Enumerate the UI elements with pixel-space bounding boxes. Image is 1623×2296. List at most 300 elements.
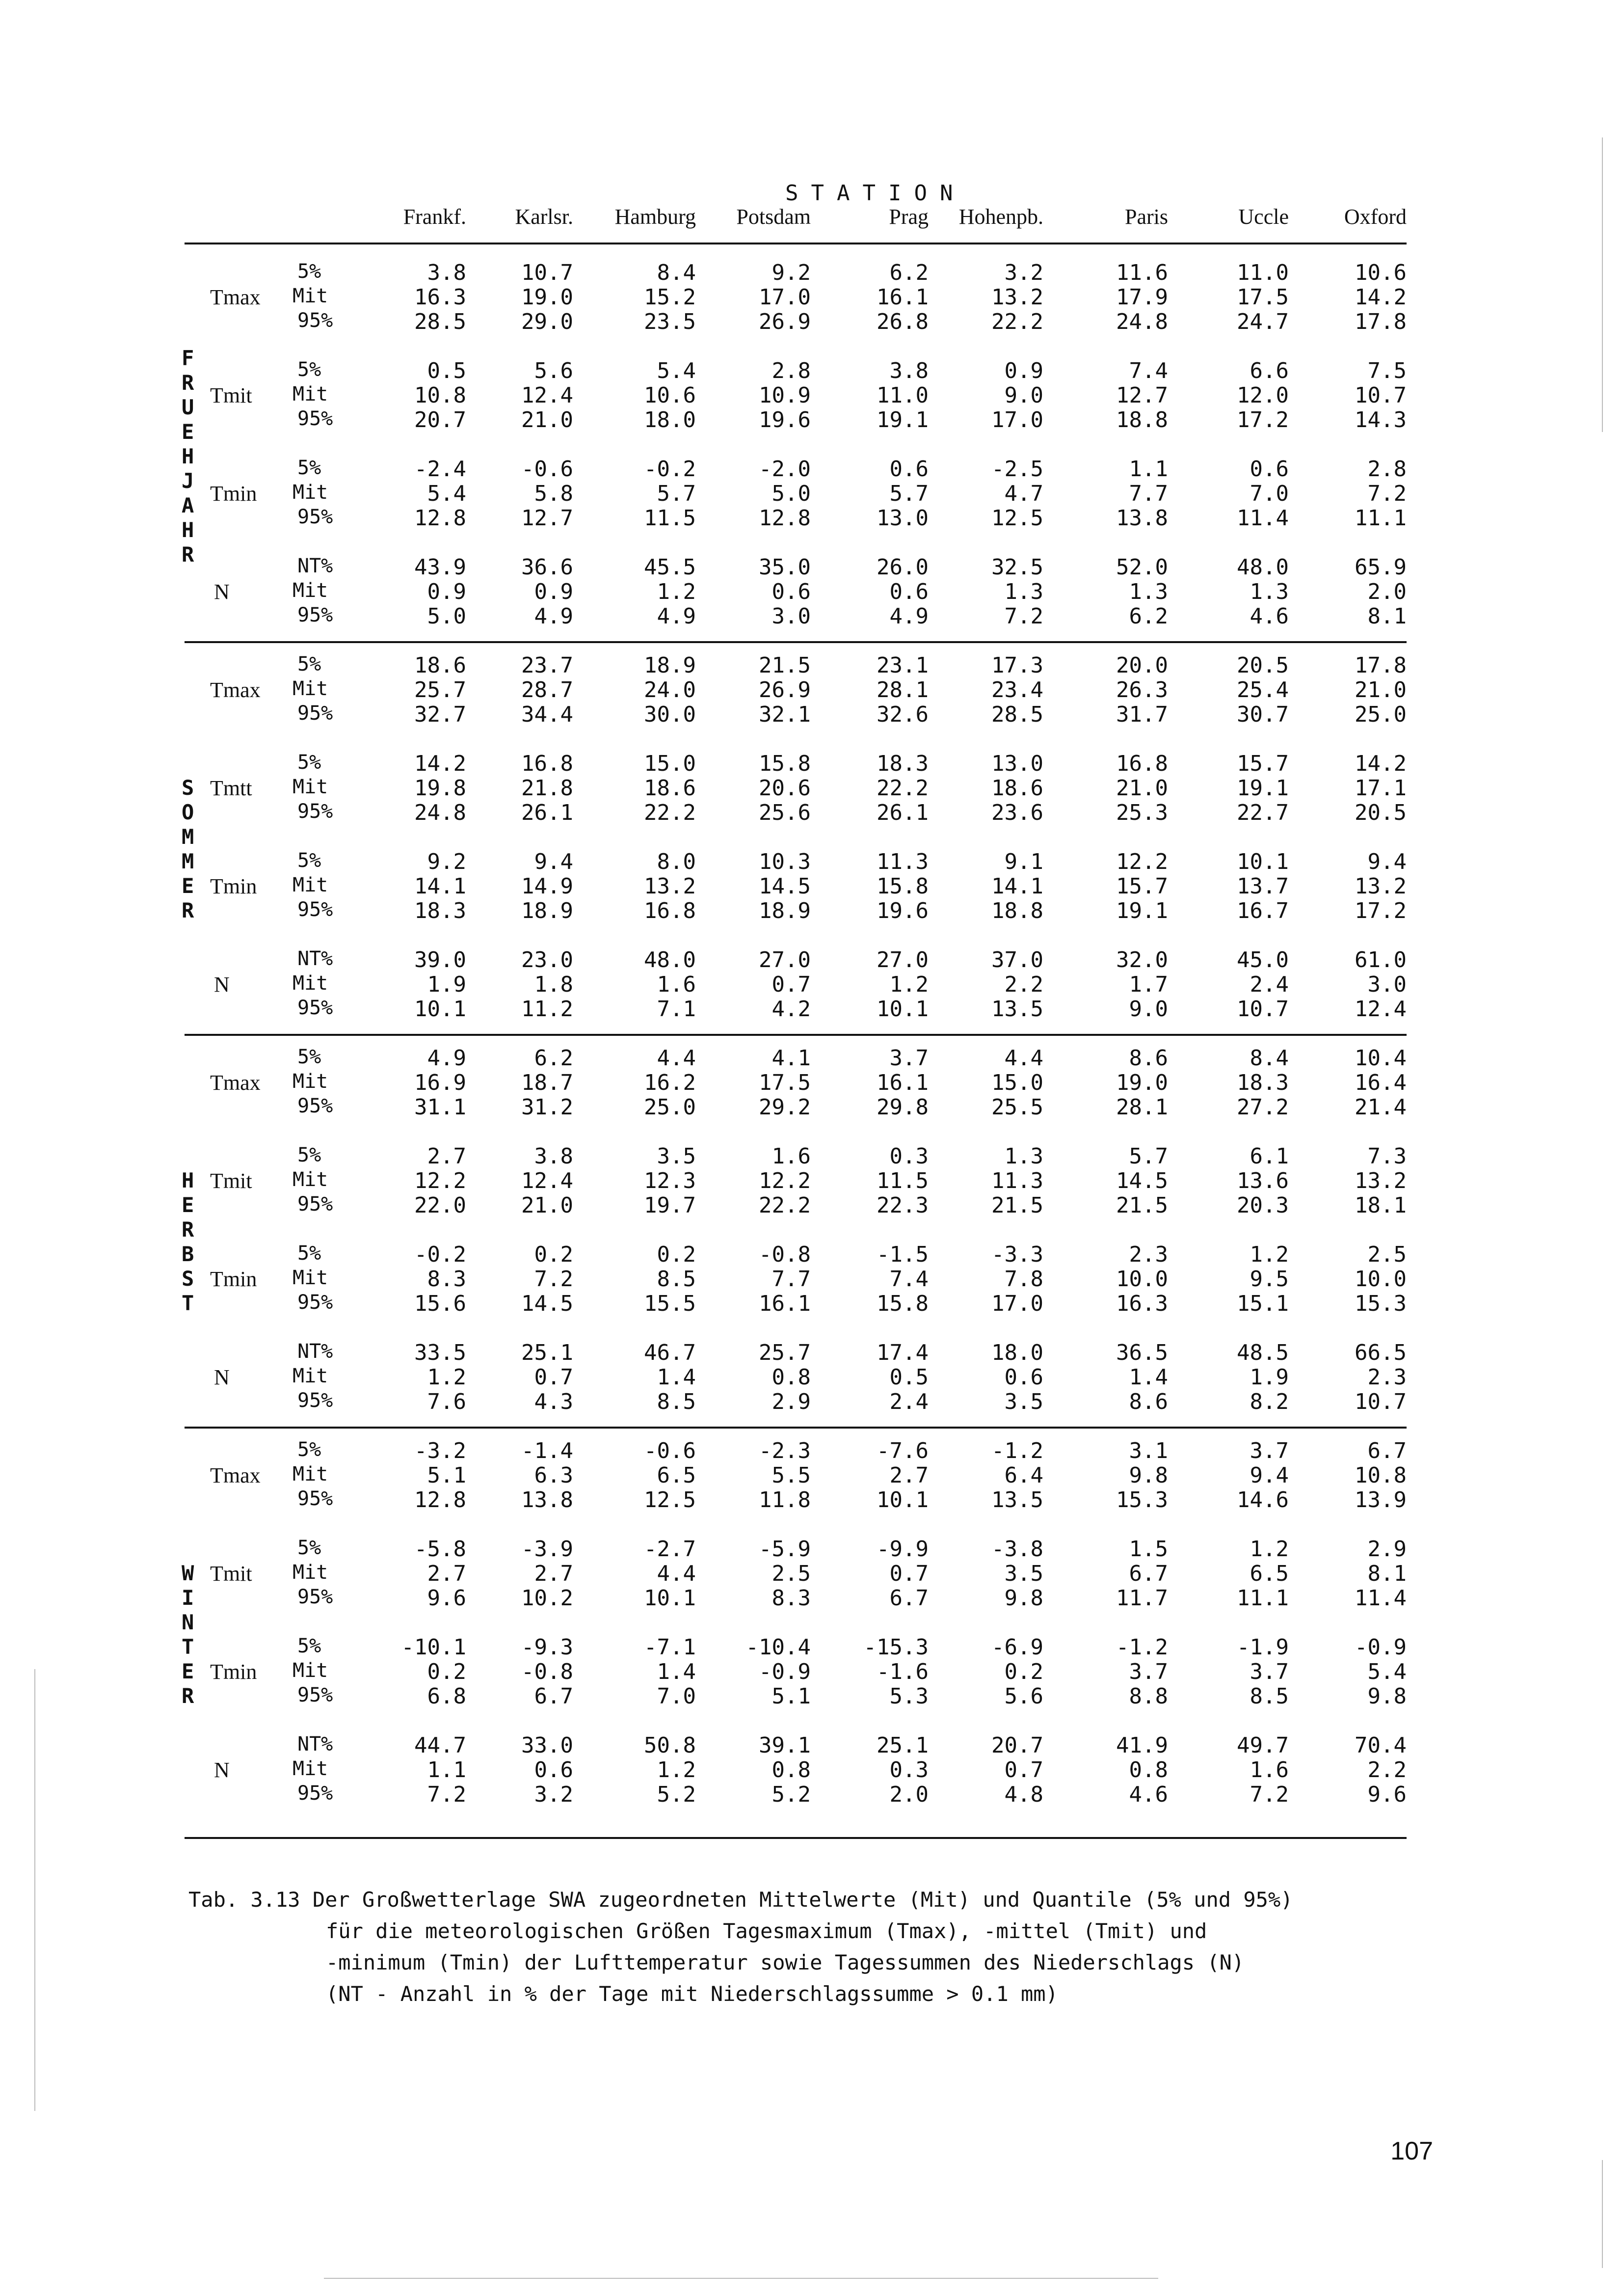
- table-cell: 7.7: [772, 1267, 811, 1292]
- parameter-label: Tmax: [210, 285, 261, 309]
- table-cell: 10.6: [644, 383, 696, 408]
- table-cell: 12.2: [1116, 849, 1168, 874]
- table-cell: 12.5: [644, 1487, 696, 1513]
- season-letter: T: [182, 1635, 194, 1659]
- table-cell: -0.9: [1355, 1635, 1407, 1660]
- table-cell: 11.1: [1355, 506, 1407, 531]
- table-cell: 11.8: [759, 1487, 811, 1513]
- table-cell: -7.6: [877, 1438, 929, 1463]
- table-cell: 0.9: [534, 579, 573, 604]
- table-cell: 10.4: [1355, 1046, 1407, 1071]
- table-cell: 1.3: [1129, 579, 1168, 604]
- table-cell: 26.3: [1116, 677, 1168, 702]
- table-cell: 1.4: [1129, 1365, 1168, 1390]
- table-cell: 1.2: [889, 972, 929, 997]
- season-letter: R: [182, 1684, 194, 1708]
- table-cell: 0.8: [772, 1365, 811, 1390]
- table-cell: 6.7: [534, 1684, 573, 1709]
- table-cell: 11.0: [1237, 260, 1289, 285]
- table-cell: 9.1: [1004, 849, 1043, 874]
- table-cell: 36.5: [1116, 1340, 1168, 1365]
- table-cell: 5.1: [427, 1463, 466, 1488]
- table-cell: 12.4: [521, 1168, 573, 1193]
- table-cell: 9.0: [1129, 997, 1168, 1022]
- station-header: Potsdam: [736, 205, 811, 229]
- table-cell: -0.6: [644, 1438, 696, 1463]
- table-cell: 12.7: [521, 506, 573, 531]
- table-cell: 2.3: [1129, 1242, 1168, 1267]
- right-margin-mark: [1602, 137, 1603, 432]
- season-letter: A: [182, 493, 194, 517]
- season-letter: J: [182, 469, 194, 493]
- season-divider: [185, 641, 1407, 643]
- table-cell: 13.2: [991, 285, 1043, 310]
- table-cell: 32.1: [759, 702, 811, 727]
- table-cell: 10.7: [1355, 1389, 1407, 1414]
- table-cell: 4.9: [534, 604, 573, 629]
- table-cell: 28.7: [521, 677, 573, 702]
- table-cell: 1.2: [657, 579, 696, 604]
- table-cell: 7.2: [427, 1782, 466, 1807]
- table-cell: 15.8: [759, 751, 811, 776]
- table-cell: 0.9: [1004, 358, 1043, 383]
- table-cell: -9.3: [521, 1635, 573, 1660]
- parameter-label: Tmax: [210, 1071, 261, 1095]
- table-cell: 39.0: [414, 947, 466, 972]
- table-cell: 26.1: [521, 800, 573, 825]
- table-cell: 1.3: [1004, 579, 1043, 604]
- table-cell: 4.9: [657, 604, 696, 629]
- station-header: Uccle: [1238, 205, 1289, 229]
- quantile-label: 95%: [297, 506, 333, 528]
- quantile-label: Mit: [293, 776, 328, 798]
- table-cell: 23.7: [521, 653, 573, 678]
- table-cell: 17.8: [1355, 653, 1407, 678]
- table-cell: 5.0: [772, 481, 811, 506]
- table-cell: 4.7: [1004, 481, 1043, 506]
- table-cell: 15.3: [1355, 1291, 1407, 1316]
- table-cell: 13.2: [1355, 874, 1407, 899]
- quantile-label: Mit: [293, 1561, 328, 1584]
- table-cell: 1.4: [657, 1365, 696, 1390]
- table-cell: 2.7: [427, 1144, 466, 1169]
- table-cell: 16.3: [1116, 1291, 1168, 1316]
- quantile-label: 5%: [297, 358, 321, 381]
- table-cell: 0.5: [427, 358, 466, 383]
- table-cell: 13.9: [1355, 1487, 1407, 1513]
- table-cell: 48.0: [644, 947, 696, 972]
- quantile-label: Mit: [293, 677, 328, 700]
- table-cell: 22.7: [1237, 800, 1289, 825]
- table-cell: 29.0: [521, 309, 573, 334]
- table-cell: 11.5: [644, 506, 696, 531]
- table-cell: 12.8: [414, 506, 466, 531]
- table-cell: 65.9: [1355, 555, 1407, 580]
- table-cell: 49.7: [1237, 1733, 1289, 1758]
- table-cell: 5.4: [427, 481, 466, 506]
- table-cell: 15.8: [877, 1291, 929, 1316]
- table-cell: 26.1: [877, 800, 929, 825]
- table-cell: 4.4: [657, 1561, 696, 1586]
- table-cell: 22.0: [414, 1193, 466, 1218]
- season-letter: R: [182, 371, 194, 395]
- table-cell: 8.5: [1250, 1684, 1289, 1709]
- table-cell: 20.6: [759, 776, 811, 801]
- table-cell: 15.6: [414, 1291, 466, 1316]
- table-cell: 13.0: [991, 751, 1043, 776]
- parameter-label: Tmin: [210, 482, 257, 506]
- table-cell: 2.8: [772, 358, 811, 383]
- quantile-label: Mit: [293, 481, 328, 504]
- table-cell: 23.4: [991, 677, 1043, 702]
- table-cell: 18.0: [644, 407, 696, 432]
- table-cell: 4.9: [427, 1046, 466, 1071]
- table-cell: 8.1: [1367, 604, 1407, 629]
- table-cell: 19.6: [877, 898, 929, 923]
- table-cell: 16.8: [521, 751, 573, 776]
- table-cell: 0.6: [1004, 1365, 1043, 1390]
- table-cell: -1.2: [1116, 1635, 1168, 1660]
- table-cell: 27.2: [1237, 1095, 1289, 1120]
- table-cell: 44.7: [414, 1733, 466, 1758]
- table-cell: 23.0: [521, 947, 573, 972]
- table-cell: 18.0: [991, 1340, 1043, 1365]
- table-cell: 2.9: [1367, 1537, 1407, 1562]
- table-cell: 8.6: [1129, 1046, 1168, 1071]
- quantile-label: 5%: [297, 1242, 321, 1265]
- table-cell: 9.2: [772, 260, 811, 285]
- table-cell: 1.6: [1250, 1757, 1289, 1783]
- table-cell: 14.1: [991, 874, 1043, 899]
- table-cell: 14.1: [414, 874, 466, 899]
- quantile-label: Mit: [293, 1463, 328, 1486]
- table-cell: 16.3: [414, 285, 466, 310]
- table-cell: 18.7: [521, 1070, 573, 1095]
- table-cell: 5.6: [1004, 1684, 1043, 1709]
- table-cell: 24.0: [644, 677, 696, 702]
- table-cell: 5.7: [1129, 1144, 1168, 1169]
- table-cell: 0.2: [1004, 1659, 1043, 1684]
- table-cell: 15.7: [1116, 874, 1168, 899]
- table-cell: -0.9: [759, 1659, 811, 1684]
- table-cell: 12.4: [521, 383, 573, 408]
- station-header: Hamburg: [614, 205, 696, 229]
- table-cell: -3.2: [414, 1438, 466, 1463]
- table-cell: 10.6: [1355, 260, 1407, 285]
- table-cell: 3.7: [1129, 1659, 1168, 1684]
- table-cell: -2.5: [991, 457, 1043, 482]
- table-cell: 0.7: [889, 1561, 929, 1586]
- table-cell: 21.5: [991, 1193, 1043, 1218]
- table-cell: 17.2: [1355, 898, 1407, 923]
- station-header-label: STATION: [785, 181, 966, 206]
- table-cell: 17.9: [1116, 285, 1168, 310]
- table-cell: 10.0: [1355, 1267, 1407, 1292]
- table-cell: 0.2: [657, 1242, 696, 1267]
- table-cell: 32.0: [1116, 947, 1168, 972]
- table-cell: 17.5: [1237, 285, 1289, 310]
- table-cell: 12.0: [1237, 383, 1289, 408]
- table-cell: 29.2: [759, 1095, 811, 1120]
- table-cell: 9.8: [1129, 1463, 1168, 1488]
- table-cell: 21.0: [1355, 677, 1407, 702]
- table-cell: 19.7: [644, 1193, 696, 1218]
- parameter-label: Tmax: [210, 1463, 261, 1487]
- table-cell: 10.1: [1237, 849, 1289, 874]
- quantile-label: 95%: [297, 1291, 333, 1314]
- table-cell: 18.6: [991, 776, 1043, 801]
- table-cell: -2.3: [759, 1438, 811, 1463]
- table-cell: 18.6: [644, 776, 696, 801]
- table-cell: 0.7: [534, 1365, 573, 1390]
- parameter-label: N: [214, 1365, 230, 1389]
- parameter-label: N: [214, 1758, 230, 1782]
- table-cell: 7.2: [1004, 604, 1043, 629]
- table-cell: 32.5: [991, 555, 1043, 580]
- table-cell: 10.8: [1355, 1463, 1407, 1488]
- table-cell: 0.9: [427, 579, 466, 604]
- table-cell: 2.5: [772, 1561, 811, 1586]
- table-cell: -2.0: [759, 457, 811, 482]
- table-cell: 16.9: [414, 1070, 466, 1095]
- bottom-edge-mark: [324, 2278, 1158, 2279]
- table-cell: 10.0: [1116, 1267, 1168, 1292]
- table-cell: 61.0: [1355, 947, 1407, 972]
- table-cell: 23.1: [877, 653, 929, 678]
- table-cell: 18.9: [644, 653, 696, 678]
- table-cell: 17.0: [991, 1291, 1043, 1316]
- table-cell: 11.0: [877, 383, 929, 408]
- table-cell: 11.7: [1116, 1586, 1168, 1611]
- table-cell: 36.6: [521, 555, 573, 580]
- table-cell: 37.0: [991, 947, 1043, 972]
- season-letter: U: [182, 395, 194, 419]
- table-cell: 4.1: [772, 1046, 811, 1071]
- quantile-label: NT%: [297, 947, 333, 970]
- quantile-label: 5%: [297, 751, 321, 774]
- table-cell: 16.8: [644, 898, 696, 923]
- quantile-label: 95%: [297, 407, 333, 430]
- table-cell: 6.3: [534, 1463, 573, 1488]
- table-cell: 8.5: [657, 1267, 696, 1292]
- parameter-label: Tmin: [210, 1660, 257, 1684]
- table-cell: 1.6: [772, 1144, 811, 1169]
- quantile-label: 95%: [297, 800, 333, 823]
- table-cell: 7.0: [1250, 481, 1289, 506]
- table-cell: 8.3: [772, 1586, 811, 1611]
- quantile-label: 95%: [297, 309, 333, 332]
- table-cell: 17.4: [877, 1340, 929, 1365]
- parameter-label: Tmtt: [210, 776, 252, 800]
- table-cell: 13.7: [1237, 874, 1289, 899]
- table-cell: 0.3: [889, 1757, 929, 1783]
- table-cell: 1.2: [427, 1365, 466, 1390]
- quantile-label: 5%: [297, 1635, 321, 1657]
- table-cell: 7.2: [1367, 481, 1407, 506]
- parameter-label: Tmit: [210, 1562, 252, 1586]
- table-cell: 2.0: [1367, 579, 1407, 604]
- table-cell: 5.7: [889, 481, 929, 506]
- table-cell: 1.2: [657, 1757, 696, 1783]
- quantile-label: 95%: [297, 1389, 333, 1412]
- table-cell: 5.2: [657, 1782, 696, 1807]
- table-cell: 24.8: [1116, 309, 1168, 334]
- table-cell: 14.5: [1116, 1168, 1168, 1193]
- quantile-label: 95%: [297, 1487, 333, 1510]
- table-cell: 13.5: [991, 997, 1043, 1022]
- quantile-label: 95%: [297, 1586, 333, 1608]
- quantile-label: 5%: [297, 1046, 321, 1068]
- table-cell: 14.3: [1355, 407, 1407, 432]
- station-header: Frankf.: [403, 205, 466, 229]
- table-cell: 15.2: [644, 285, 696, 310]
- table-cell: 14.2: [1355, 751, 1407, 776]
- table-cell: 1.1: [1129, 457, 1168, 482]
- table-cell: 13.0: [877, 506, 929, 531]
- table-cell: 8.2: [1250, 1389, 1289, 1414]
- table-cell: 17.2: [1237, 407, 1289, 432]
- table-cell: 39.1: [759, 1733, 811, 1758]
- table-cell: 25.5: [991, 1095, 1043, 1120]
- quantile-label: Mit: [293, 285, 328, 307]
- table-cell: 34.4: [521, 702, 573, 727]
- table-cell: -15.3: [863, 1635, 929, 1660]
- quantile-label: Mit: [293, 383, 328, 405]
- table-cell: 25.1: [521, 1340, 573, 1365]
- table-cell: 7.4: [1129, 358, 1168, 383]
- table-cell: 18.1: [1355, 1193, 1407, 1218]
- table-cell: -6.9: [991, 1635, 1043, 1660]
- table-cell: 18.8: [991, 898, 1043, 923]
- table-cell: 70.4: [1355, 1733, 1407, 1758]
- table-cell: 21.0: [521, 407, 573, 432]
- parameter-label: Tmit: [210, 1169, 252, 1193]
- table-cell: 7.0: [657, 1684, 696, 1709]
- table-cell: 14.2: [1355, 285, 1407, 310]
- table-cell: 2.2: [1367, 1757, 1407, 1783]
- season-letter: S: [182, 1267, 194, 1291]
- table-cell: 0.3: [889, 1144, 929, 1169]
- season-letter: E: [182, 420, 194, 444]
- table-cell: 8.3: [427, 1267, 466, 1292]
- table-cell: 5.0: [427, 604, 466, 629]
- table-cell: 9.6: [427, 1586, 466, 1611]
- table-cell: 11.2: [521, 997, 573, 1022]
- table-cell: 10.7: [1237, 997, 1289, 1022]
- table-cell: 20.7: [991, 1733, 1043, 1758]
- table-cell: 2.7: [427, 1561, 466, 1586]
- table-cell: 13.8: [1116, 506, 1168, 531]
- table-cell: 22.2: [877, 776, 929, 801]
- caption-line-3: -minimum (Tmin) der Lufttemperatur sowie Tagessummen des Niederschlags (N): [326, 1950, 1245, 1974]
- table-cell: 26.9: [759, 309, 811, 334]
- table-cell: 9.8: [1004, 1586, 1043, 1611]
- season-letter: H: [182, 518, 194, 542]
- table-cell: 5.1: [772, 1684, 811, 1709]
- table-cell: 7.1: [657, 997, 696, 1022]
- table-cell: 25.7: [414, 677, 466, 702]
- table-cell: 21.5: [1116, 1193, 1168, 1218]
- table-cell: 10.1: [644, 1586, 696, 1611]
- table-cell: -2.4: [414, 457, 466, 482]
- table-cell: 17.5: [759, 1070, 811, 1095]
- table-cell: 24.7: [1237, 309, 1289, 334]
- table-cell: 18.3: [1237, 1070, 1289, 1095]
- table-cell: 27.0: [759, 947, 811, 972]
- season-letter: N: [182, 1610, 194, 1634]
- table-cell: 10.3: [759, 849, 811, 874]
- table-cell: 31.1: [414, 1095, 466, 1120]
- table-cell: 11.1: [1237, 1586, 1289, 1611]
- table-cell: 27.0: [877, 947, 929, 972]
- quantile-label: 5%: [297, 1537, 321, 1559]
- quantile-label: 5%: [297, 1144, 321, 1166]
- parameter-label: Tmit: [210, 383, 252, 407]
- season-letter: R: [182, 898, 194, 922]
- quantile-label: Mit: [293, 1659, 328, 1682]
- table-cell: 17.0: [759, 285, 811, 310]
- table-cell: 4.9: [889, 604, 929, 629]
- season-letter: O: [182, 800, 194, 824]
- table-cell: 7.8: [1004, 1267, 1043, 1292]
- table-cell: 12.4: [1355, 997, 1407, 1022]
- season-letter: W: [182, 1561, 194, 1585]
- table-cell: 5.7: [657, 481, 696, 506]
- table-cell: 0.2: [427, 1659, 466, 1684]
- table-cell: 21.5: [759, 653, 811, 678]
- table-cell: 8.1: [1367, 1561, 1407, 1586]
- table-cell: 15.5: [644, 1291, 696, 1316]
- station-header: Hohenpb.: [958, 205, 1043, 229]
- table-cell: 5.2: [772, 1782, 811, 1807]
- quantile-label: 5%: [297, 1438, 321, 1461]
- table-cell: 25.7: [759, 1340, 811, 1365]
- table-cell: 6.5: [657, 1463, 696, 1488]
- table-cell: 3.2: [1004, 260, 1043, 285]
- table-cell: 48.5: [1237, 1340, 1289, 1365]
- station-header-row: [0, 204, 1623, 234]
- table-cell: 3.7: [889, 1046, 929, 1071]
- table-cell: 8.4: [1250, 1046, 1289, 1071]
- quantile-label: Mit: [293, 1168, 328, 1191]
- table-cell: -1.4: [521, 1438, 573, 1463]
- table-cell: 6.7: [1367, 1438, 1407, 1463]
- table-cell: 12.8: [414, 1487, 466, 1513]
- table-cell: -10.4: [745, 1635, 811, 1660]
- table-cell: 0.6: [889, 579, 929, 604]
- table-cell: 31.2: [521, 1095, 573, 1120]
- table-cell: 12.3: [644, 1168, 696, 1193]
- table-cell: -0.2: [644, 457, 696, 482]
- table-cell: 45.0: [1237, 947, 1289, 972]
- table-cell: 19.1: [877, 407, 929, 432]
- table-cell: 5.6: [534, 358, 573, 383]
- quantile-label: 5%: [297, 653, 321, 675]
- table-cell: 4.6: [1250, 604, 1289, 629]
- table-cell: 43.9: [414, 555, 466, 580]
- table-cell: -3.9: [521, 1537, 573, 1562]
- page-number: 107: [1390, 2137, 1433, 2165]
- parameter-label: N: [214, 972, 230, 997]
- season-letter: R: [182, 542, 194, 567]
- quantile-label: Mit: [293, 972, 328, 995]
- table-cell: 28.1: [1116, 1095, 1168, 1120]
- table-cell: 10.7: [521, 260, 573, 285]
- table-cell: 2.3: [1367, 1365, 1407, 1390]
- caption-line-1: Tab. 3.13 Der Großwetterlage SWA zugeordneten Mittelwerte (Mit) und Quantile (5% und 95%): [188, 1888, 1293, 1912]
- table-cell: 4.4: [1004, 1046, 1043, 1071]
- table-cell: 12.2: [414, 1168, 466, 1193]
